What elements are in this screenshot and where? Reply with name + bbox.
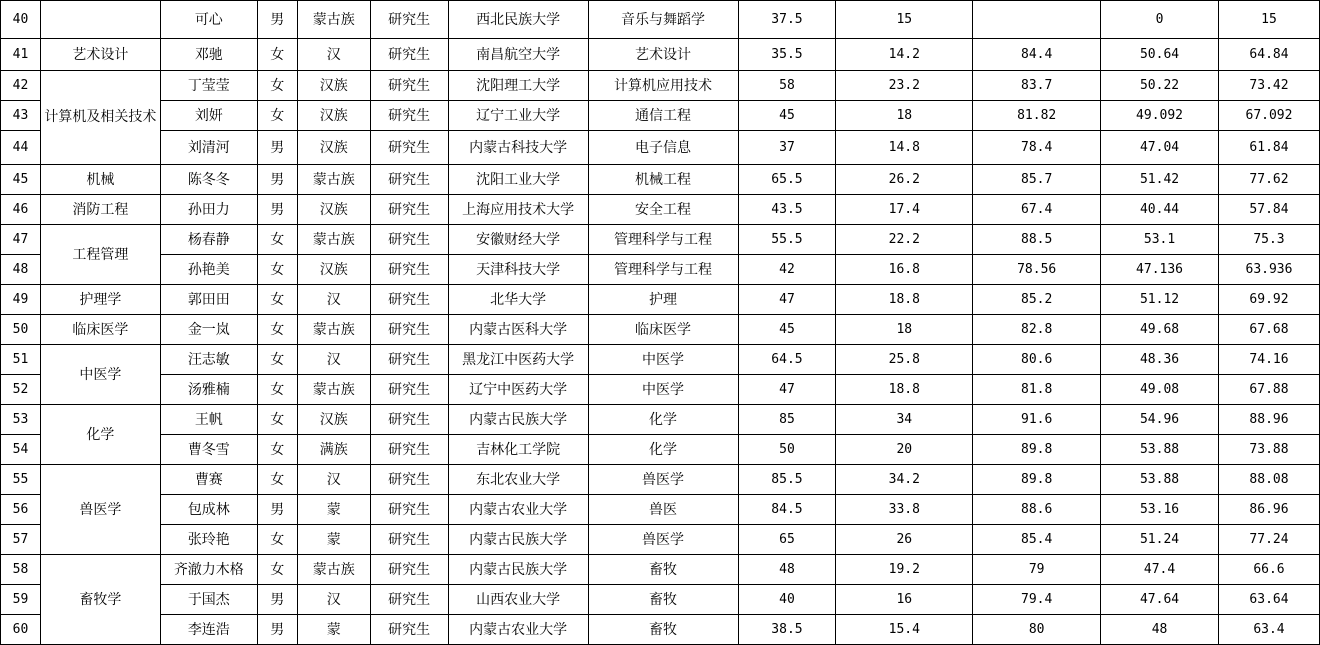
ethnicity-cell: 汉族: [297, 101, 370, 131]
interview-weighted-cell: 50.22: [1101, 71, 1219, 101]
interview-weighted-cell: 47.136: [1101, 255, 1219, 285]
school-cell: 南昌航空大学: [448, 39, 588, 71]
interview-weighted-cell: 49.68: [1101, 315, 1219, 345]
table-row: [1, 375, 1320, 405]
written-weighted-cell: 20: [836, 435, 973, 465]
interview-weighted-cell: 49.092: [1101, 101, 1219, 131]
interview-weighted-cell: 53.88: [1101, 465, 1219, 495]
gender-cell: 女: [257, 225, 297, 255]
table-row: [1, 585, 1320, 615]
total-score-cell: 69.92: [1218, 285, 1319, 315]
name-cell: 杨春静: [160, 225, 257, 255]
ethnicity-cell: 蒙古族: [297, 225, 370, 255]
total-score-cell: 73.42: [1218, 71, 1319, 101]
written-weighted-cell: 34.2: [836, 465, 973, 495]
written-score-cell: 50: [738, 435, 836, 465]
gender-cell: 女: [257, 255, 297, 285]
total-score-cell: 67.68: [1218, 315, 1319, 345]
written-weighted-cell: 33.8: [836, 495, 973, 525]
total-score-cell: 63.4: [1218, 615, 1319, 645]
name-cell: 刘清河: [160, 131, 257, 165]
major-cell: 化学: [588, 435, 738, 465]
row-index: 48: [1, 255, 41, 285]
interview-score-cell: [973, 1, 1101, 39]
table-row: [1, 195, 1320, 225]
major-cell: 计算机应用技术: [588, 71, 738, 101]
row-index: 46: [1, 195, 41, 225]
school-cell: 内蒙古农业大学: [448, 615, 588, 645]
name-cell: 丁莹莹: [160, 71, 257, 101]
written-score-cell: 38.5: [738, 615, 836, 645]
name-cell: 曹赛: [160, 465, 257, 495]
school-cell: 西北民族大学: [448, 1, 588, 39]
degree-cell: 研究生: [370, 225, 448, 255]
table-row: [1, 1, 1320, 39]
degree-cell: 研究生: [370, 285, 448, 315]
ethnicity-cell: 蒙古族: [297, 165, 370, 195]
interview-weighted-cell: 48: [1101, 615, 1219, 645]
major-cell: 临床医学: [588, 315, 738, 345]
total-score-cell: 66.6: [1218, 555, 1319, 585]
interview-score-cell: 89.8: [973, 465, 1101, 495]
gender-cell: 女: [257, 71, 297, 101]
table-row: [1, 225, 1320, 255]
degree-cell: 研究生: [370, 165, 448, 195]
name-cell: 包成林: [160, 495, 257, 525]
school-cell: 东北农业大学: [448, 465, 588, 495]
ethnicity-cell: 汉: [297, 465, 370, 495]
school-cell: 黑龙江中医药大学: [448, 345, 588, 375]
written-score-cell: 47: [738, 375, 836, 405]
total-score-cell: 61.84: [1218, 131, 1319, 165]
gender-cell: 女: [257, 435, 297, 465]
written-weighted-cell: 15: [836, 1, 973, 39]
gender-cell: 女: [257, 39, 297, 71]
table-row: [1, 131, 1320, 165]
written-score-cell: 85: [738, 405, 836, 435]
name-cell: 孙艳美: [160, 255, 257, 285]
major-group-cell: 化学: [40, 405, 160, 465]
row-index: 54: [1, 435, 41, 465]
school-cell: 内蒙古民族大学: [448, 405, 588, 435]
row-index: 41: [1, 39, 41, 71]
name-cell: 曹冬雪: [160, 435, 257, 465]
table-row: [1, 315, 1320, 345]
table-row: [1, 101, 1320, 131]
school-cell: 山西农业大学: [448, 585, 588, 615]
row-index: 47: [1, 225, 41, 255]
name-cell: 金一岚: [160, 315, 257, 345]
school-cell: 内蒙古农业大学: [448, 495, 588, 525]
gender-cell: 女: [257, 315, 297, 345]
gender-cell: 女: [257, 405, 297, 435]
written-score-cell: 55.5: [738, 225, 836, 255]
degree-cell: 研究生: [370, 71, 448, 101]
written-weighted-cell: 22.2: [836, 225, 973, 255]
table-row: [1, 255, 1320, 285]
ethnicity-cell: 汉: [297, 285, 370, 315]
degree-cell: 研究生: [370, 131, 448, 165]
table-row: [1, 525, 1320, 555]
written-weighted-cell: 34: [836, 405, 973, 435]
written-weighted-cell: 23.2: [836, 71, 973, 101]
interview-score-cell: 84.4: [973, 39, 1101, 71]
gender-cell: 男: [257, 195, 297, 225]
gender-cell: 男: [257, 131, 297, 165]
major-cell: 护理: [588, 285, 738, 315]
written-weighted-cell: 15.4: [836, 615, 973, 645]
row-index: 52: [1, 375, 41, 405]
major-group-cell: [40, 1, 160, 39]
row-index: 49: [1, 285, 41, 315]
major-cell: 管理科学与工程: [588, 225, 738, 255]
interview-weighted-cell: 40.44: [1101, 195, 1219, 225]
interview-weighted-cell: 54.96: [1101, 405, 1219, 435]
degree-cell: 研究生: [370, 195, 448, 225]
interview-score-cell: 91.6: [973, 405, 1101, 435]
major-cell: 兽医学: [588, 525, 738, 555]
written-score-cell: 42: [738, 255, 836, 285]
written-score-cell: 48: [738, 555, 836, 585]
ethnicity-cell: 蒙: [297, 615, 370, 645]
interview-score-cell: 85.2: [973, 285, 1101, 315]
interview-score-cell: 88.6: [973, 495, 1101, 525]
name-cell: 于国杰: [160, 585, 257, 615]
interview-score-cell: 79: [973, 555, 1101, 585]
major-group-cell: 兽医学: [40, 465, 160, 555]
major-cell: 安全工程: [588, 195, 738, 225]
gender-cell: 男: [257, 165, 297, 195]
interview-score-cell: 82.8: [973, 315, 1101, 345]
table-row: [1, 39, 1320, 71]
total-score-cell: 15: [1218, 1, 1319, 39]
major-cell: 畜牧: [588, 555, 738, 585]
interview-score-cell: 78.56: [973, 255, 1101, 285]
interview-score-cell: 79.4: [973, 585, 1101, 615]
degree-cell: 研究生: [370, 405, 448, 435]
ethnicity-cell: 汉族: [297, 131, 370, 165]
written-weighted-cell: 14.2: [836, 39, 973, 71]
interview-score-cell: 78.4: [973, 131, 1101, 165]
total-score-cell: 57.84: [1218, 195, 1319, 225]
gender-cell: 女: [257, 285, 297, 315]
name-cell: 汪志敏: [160, 345, 257, 375]
written-weighted-cell: 16: [836, 585, 973, 615]
ethnicity-cell: 蒙古族: [297, 375, 370, 405]
written-score-cell: 35.5: [738, 39, 836, 71]
table-row: [1, 165, 1320, 195]
written-weighted-cell: 18: [836, 101, 973, 131]
school-cell: 沈阳工业大学: [448, 165, 588, 195]
degree-cell: 研究生: [370, 101, 448, 131]
ethnicity-cell: 汉族: [297, 405, 370, 435]
gender-cell: 男: [257, 585, 297, 615]
gender-cell: 女: [257, 101, 297, 131]
total-score-cell: 74.16: [1218, 345, 1319, 375]
written-weighted-cell: 25.8: [836, 345, 973, 375]
total-score-cell: 64.84: [1218, 39, 1319, 71]
total-score-cell: 77.24: [1218, 525, 1319, 555]
interview-score-cell: 81.82: [973, 101, 1101, 131]
name-cell: 郭田田: [160, 285, 257, 315]
major-group-cell: 机械: [40, 165, 160, 195]
school-cell: 安徽财经大学: [448, 225, 588, 255]
major-group-cell: 临床医学: [40, 315, 160, 345]
name-cell: 陈冬冬: [160, 165, 257, 195]
interview-weighted-cell: 48.36: [1101, 345, 1219, 375]
interview-score-cell: 88.5: [973, 225, 1101, 255]
major-group-cell: 艺术设计: [40, 39, 160, 71]
major-cell: 兽医: [588, 495, 738, 525]
ethnicity-cell: 汉: [297, 585, 370, 615]
total-score-cell: 88.96: [1218, 405, 1319, 435]
major-cell: 兽医学: [588, 465, 738, 495]
major-cell: 管理科学与工程: [588, 255, 738, 285]
ethnicity-cell: 汉族: [297, 71, 370, 101]
row-index: 55: [1, 465, 41, 495]
degree-cell: 研究生: [370, 375, 448, 405]
degree-cell: 研究生: [370, 435, 448, 465]
school-cell: 辽宁中医药大学: [448, 375, 588, 405]
major-cell: 音乐与舞蹈学: [588, 1, 738, 39]
major-cell: 中医学: [588, 375, 738, 405]
major-cell: 通信工程: [588, 101, 738, 131]
school-cell: 内蒙古医科大学: [448, 315, 588, 345]
ethnicity-cell: 汉: [297, 345, 370, 375]
written-weighted-cell: 18.8: [836, 375, 973, 405]
name-cell: 张玲艳: [160, 525, 257, 555]
row-index: 44: [1, 131, 41, 165]
row-index: 40: [1, 1, 41, 39]
degree-cell: 研究生: [370, 345, 448, 375]
name-cell: 汤雅楠: [160, 375, 257, 405]
row-index: 53: [1, 405, 41, 435]
school-cell: 沈阳理工大学: [448, 71, 588, 101]
degree-cell: 研究生: [370, 315, 448, 345]
ethnicity-cell: 满族: [297, 435, 370, 465]
gender-cell: 女: [257, 555, 297, 585]
written-score-cell: 84.5: [738, 495, 836, 525]
school-cell: 内蒙古民族大学: [448, 525, 588, 555]
gender-cell: 男: [257, 495, 297, 525]
written-score-cell: 47: [738, 285, 836, 315]
major-group-cell: 中医学: [40, 345, 160, 405]
row-index: 45: [1, 165, 41, 195]
name-cell: 李连浩: [160, 615, 257, 645]
total-score-cell: 63.936: [1218, 255, 1319, 285]
interview-score-cell: 80: [973, 615, 1101, 645]
degree-cell: 研究生: [370, 255, 448, 285]
degree-cell: 研究生: [370, 585, 448, 615]
written-score-cell: 65.5: [738, 165, 836, 195]
major-cell: 畜牧: [588, 585, 738, 615]
written-score-cell: 37: [738, 131, 836, 165]
row-index: 43: [1, 101, 41, 131]
gender-cell: 男: [257, 1, 297, 39]
ethnicity-cell: 蒙古族: [297, 1, 370, 39]
table-row: [1, 71, 1320, 101]
written-weighted-cell: 14.8: [836, 131, 973, 165]
name-cell: 齐澈力木格: [160, 555, 257, 585]
major-cell: 畜牧: [588, 615, 738, 645]
row-index: 51: [1, 345, 41, 375]
interview-weighted-cell: 53.1: [1101, 225, 1219, 255]
degree-cell: 研究生: [370, 1, 448, 39]
degree-cell: 研究生: [370, 525, 448, 555]
ethnicity-cell: 蒙古族: [297, 315, 370, 345]
gender-cell: 女: [257, 345, 297, 375]
school-cell: 辽宁工业大学: [448, 101, 588, 131]
written-weighted-cell: 26.2: [836, 165, 973, 195]
major-cell: 机械工程: [588, 165, 738, 195]
table-row: [1, 495, 1320, 525]
written-score-cell: 37.5: [738, 1, 836, 39]
ethnicity-cell: 汉族: [297, 195, 370, 225]
interview-weighted-cell: 53.88: [1101, 435, 1219, 465]
table-row: [1, 555, 1320, 585]
written-weighted-cell: 18.8: [836, 285, 973, 315]
written-score-cell: 40: [738, 585, 836, 615]
table-row: [1, 345, 1320, 375]
major-group-cell: 计算机及相关技术: [40, 71, 160, 165]
ethnicity-cell: 汉族: [297, 255, 370, 285]
row-index: 56: [1, 495, 41, 525]
ethnicity-cell: 蒙古族: [297, 555, 370, 585]
row-index: 50: [1, 315, 41, 345]
total-score-cell: 67.092: [1218, 101, 1319, 131]
written-score-cell: 85.5: [738, 465, 836, 495]
name-cell: 可心: [160, 1, 257, 39]
total-score-cell: 63.64: [1218, 585, 1319, 615]
row-index: 58: [1, 555, 41, 585]
written-weighted-cell: 26: [836, 525, 973, 555]
ethnicity-cell: 蒙: [297, 525, 370, 555]
written-score-cell: 43.5: [738, 195, 836, 225]
school-cell: 吉林化工学院: [448, 435, 588, 465]
interview-weighted-cell: 47.04: [1101, 131, 1219, 165]
major-group-cell: 护理学: [40, 285, 160, 315]
school-cell: 天津科技大学: [448, 255, 588, 285]
interview-weighted-cell: 51.24: [1101, 525, 1219, 555]
written-weighted-cell: 17.4: [836, 195, 973, 225]
row-index: 42: [1, 71, 41, 101]
written-score-cell: 64.5: [738, 345, 836, 375]
interview-score-cell: 80.6: [973, 345, 1101, 375]
total-score-cell: 75.3: [1218, 225, 1319, 255]
interview-weighted-cell: 0: [1101, 1, 1219, 39]
written-score-cell: 45: [738, 101, 836, 131]
major-group-cell: 工程管理: [40, 225, 160, 285]
gender-cell: 女: [257, 525, 297, 555]
interview-score-cell: 81.8: [973, 375, 1101, 405]
major-cell: 中医学: [588, 345, 738, 375]
written-score-cell: 58: [738, 71, 836, 101]
gender-cell: 男: [257, 615, 297, 645]
table-row: [1, 285, 1320, 315]
total-score-cell: 88.08: [1218, 465, 1319, 495]
degree-cell: 研究生: [370, 555, 448, 585]
interview-weighted-cell: 47.4: [1101, 555, 1219, 585]
total-score-cell: 73.88: [1218, 435, 1319, 465]
name-cell: 孙田力: [160, 195, 257, 225]
written-weighted-cell: 18: [836, 315, 973, 345]
ethnicity-cell: 汉: [297, 39, 370, 71]
table-row: [1, 405, 1320, 435]
major-cell: 化学: [588, 405, 738, 435]
name-cell: 王帆: [160, 405, 257, 435]
major-cell: 电子信息: [588, 131, 738, 165]
interview-weighted-cell: 53.16: [1101, 495, 1219, 525]
written-weighted-cell: 19.2: [836, 555, 973, 585]
interview-weighted-cell: 47.64: [1101, 585, 1219, 615]
major-group-cell: 消防工程: [40, 195, 160, 225]
name-cell: 邓驰: [160, 39, 257, 71]
major-cell: 艺术设计: [588, 39, 738, 71]
interview-score-cell: 83.7: [973, 71, 1101, 101]
name-cell: 刘妍: [160, 101, 257, 131]
interview-score-cell: 85.7: [973, 165, 1101, 195]
table-row: [1, 465, 1320, 495]
degree-cell: 研究生: [370, 465, 448, 495]
written-score-cell: 65: [738, 525, 836, 555]
gender-cell: 女: [257, 465, 297, 495]
total-score-cell: 86.96: [1218, 495, 1319, 525]
interview-weighted-cell: 49.08: [1101, 375, 1219, 405]
gender-cell: 女: [257, 375, 297, 405]
degree-cell: 研究生: [370, 615, 448, 645]
degree-cell: 研究生: [370, 39, 448, 71]
table-row: [1, 615, 1320, 645]
school-cell: 北华大学: [448, 285, 588, 315]
interview-score-cell: 89.8: [973, 435, 1101, 465]
written-weighted-cell: 16.8: [836, 255, 973, 285]
school-cell: 上海应用技术大学: [448, 195, 588, 225]
total-score-cell: 67.88: [1218, 375, 1319, 405]
row-index: 59: [1, 585, 41, 615]
interview-weighted-cell: 51.42: [1101, 165, 1219, 195]
interview-score-cell: 67.4: [973, 195, 1101, 225]
major-group-cell: 畜牧学: [40, 555, 160, 645]
school-cell: 内蒙古科技大学: [448, 131, 588, 165]
school-cell: 内蒙古民族大学: [448, 555, 588, 585]
ethnicity-cell: 蒙: [297, 495, 370, 525]
degree-cell: 研究生: [370, 495, 448, 525]
interview-score-cell: 85.4: [973, 525, 1101, 555]
table-row: [1, 435, 1320, 465]
row-index: 57: [1, 525, 41, 555]
interview-weighted-cell: 51.12: [1101, 285, 1219, 315]
interview-weighted-cell: 50.64: [1101, 39, 1219, 71]
total-score-cell: 77.62: [1218, 165, 1319, 195]
written-score-cell: 45: [738, 315, 836, 345]
row-index: 60: [1, 615, 41, 645]
